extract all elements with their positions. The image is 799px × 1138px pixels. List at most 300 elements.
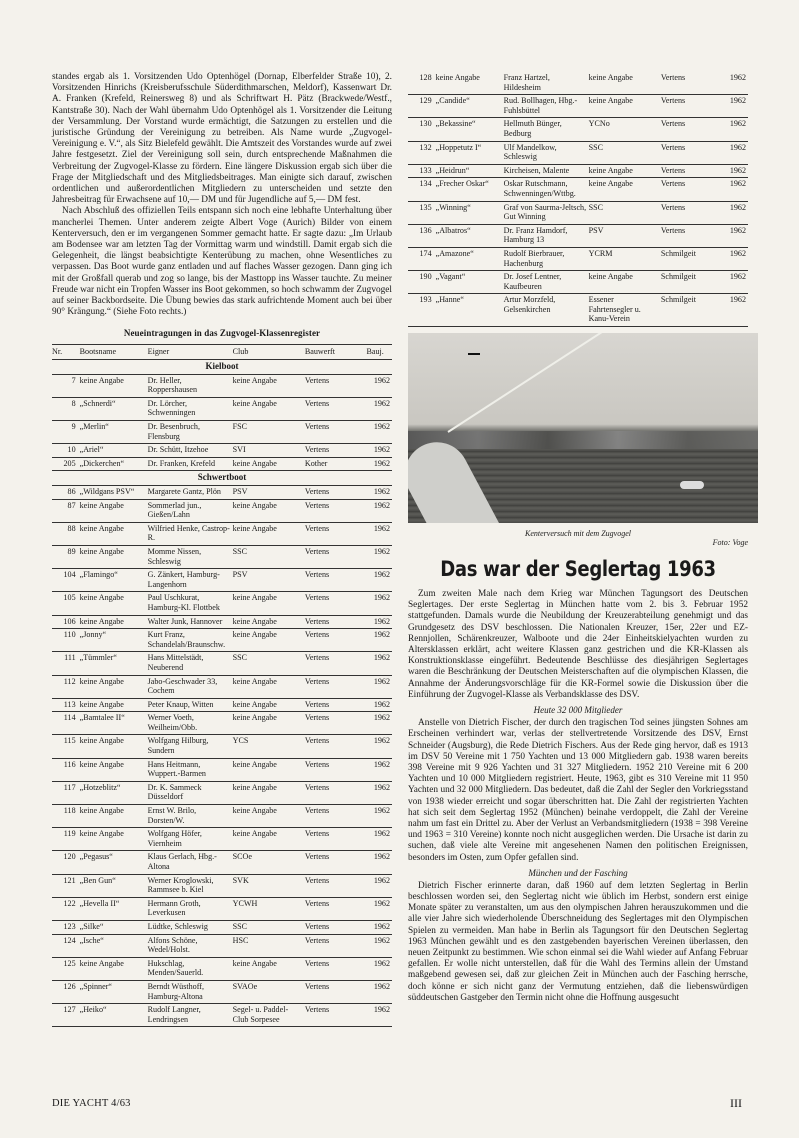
table-row bbox=[52, 374, 392, 397]
cell-baujahr: 1962 bbox=[367, 735, 393, 758]
cell-nr: 130 bbox=[408, 118, 436, 141]
cell-baujahr: 1962 bbox=[367, 652, 393, 675]
cell-bauwerft: Vertens bbox=[305, 652, 367, 675]
cell-eigner: Paul Uschkurat, Hamburg-Kl. Flottbek bbox=[148, 592, 233, 615]
cell-baujahr: 1962 bbox=[367, 1004, 393, 1027]
cell-nr: 124 bbox=[52, 934, 80, 957]
cell-baujahr: 1962 bbox=[367, 758, 393, 781]
article-intro: Zum zweiten Male nach dem Krieg war München Tagungsort des Deutschen Seglertages. Der erste Seglertag in München hatte vom 2. bis 3. Februar 1952 stattgefunden. Damals wurde die Neubildung der Kreuzerabteilung genehmigt und das Grundgesetz des DSV beschlossen. Die Nationalen Kreuzer, 15er, 22er und EZ-Rennjollen, Schärenkreuzer, Walboote und die 24er Einheitskielyachten wurden zu Altersklassen erklärt, acht weitere Klassen ganz gestrichen und die KR-Klassen als Konstruktionsklasse eingeführt. Bedeutende Beschlüsse des diesjährigen Seglertages waren die Beschränkung der Deutschen Meisterschaften auf die olympischen Klassen, die Annahme der Änderungsvorschläge für die KR-Formel sowie die Diskussion über die Einführung der Zugvogel-Klasse als Verbandsklasse des DSV. bbox=[408, 589, 748, 700]
cell-bootsname: keine Angabe bbox=[80, 698, 148, 712]
cell-club: keine Angabe bbox=[233, 698, 305, 712]
cell-bootsname: „Hevella II“ bbox=[80, 897, 148, 920]
cell-eigner: Kircheisen, Malente bbox=[504, 164, 589, 178]
cell-bootsname: „Dickerchen“ bbox=[80, 457, 148, 471]
cell-nr: 117 bbox=[52, 781, 80, 804]
cell-bootsname: keine Angabe bbox=[80, 545, 148, 568]
cell-club: keine Angabe bbox=[589, 178, 661, 201]
table-row bbox=[52, 486, 392, 500]
cell-bootsname: keine Angabe bbox=[80, 592, 148, 615]
table-row bbox=[52, 957, 392, 980]
cell-nr: 190 bbox=[408, 271, 436, 294]
cell-eigner: Graf von Saurma-Jeltsch, Gut Winning bbox=[504, 201, 589, 224]
cell-nr: 134 bbox=[408, 178, 436, 201]
table-row bbox=[52, 397, 392, 420]
cell-bauwerft: Vertens bbox=[305, 920, 367, 934]
table-row bbox=[408, 247, 748, 270]
cell-bootsname: „Hoppetutz I“ bbox=[436, 141, 504, 164]
cell-baujahr: 1962 bbox=[367, 615, 393, 629]
cell-club: keine Angabe bbox=[233, 522, 305, 545]
cell-club: keine Angabe bbox=[589, 164, 661, 178]
cell-club: keine Angabe bbox=[233, 397, 305, 420]
cell-club: keine Angabe bbox=[233, 712, 305, 735]
table-row bbox=[52, 805, 392, 828]
cell-baujahr: 1962 bbox=[367, 934, 393, 957]
cell-club: keine Angabe bbox=[233, 781, 305, 804]
cell-club: SSC bbox=[233, 545, 305, 568]
cell-eigner: Hans Heitmann, Wuppert.-Barmen bbox=[148, 758, 233, 781]
cell-bauwerft: Vertens bbox=[305, 758, 367, 781]
register-table-left bbox=[52, 344, 392, 1027]
category-schwertboot: Schwertboot bbox=[52, 471, 392, 486]
photo-swimmer bbox=[680, 481, 704, 489]
cell-bootsname: keine Angabe bbox=[80, 615, 148, 629]
cell-baujahr: 1962 bbox=[367, 957, 393, 980]
cell-baujahr: 1962 bbox=[723, 95, 749, 118]
photo-credit: Foto: Voge bbox=[712, 538, 748, 548]
cell-bootsname: „Ben Gun“ bbox=[80, 874, 148, 897]
cell-nr: 123 bbox=[52, 920, 80, 934]
cell-baujahr: 1962 bbox=[367, 980, 393, 1003]
cell-nr: 125 bbox=[52, 957, 80, 980]
cell-bauwerft: Vertens bbox=[305, 874, 367, 897]
cell-nr: 120 bbox=[52, 851, 80, 874]
cell-bootsname: „Hotzeblitz“ bbox=[80, 781, 148, 804]
table-row bbox=[52, 874, 392, 897]
cell-eigner: Werner Kroglowski, Rammsee b. Kiel bbox=[148, 874, 233, 897]
cell-club: FSC bbox=[233, 421, 305, 444]
cell-club: SCOe bbox=[233, 851, 305, 874]
cell-baujahr: 1962 bbox=[723, 247, 749, 270]
cell-baujahr: 1962 bbox=[723, 72, 749, 95]
cell-bootsname: keine Angabe bbox=[80, 499, 148, 522]
cell-bootsname: „Heiko“ bbox=[80, 1004, 148, 1027]
cell-bauwerft: Vertens bbox=[661, 141, 723, 164]
photo-flag bbox=[468, 353, 480, 355]
cell-eigner: Dr. Josef Lentner, Kaufbeuren bbox=[504, 271, 589, 294]
cell-club: SSC bbox=[589, 141, 661, 164]
cell-baujahr: 1962 bbox=[367, 457, 393, 471]
table-row bbox=[52, 920, 392, 934]
cell-eigner: Dr. Schütt, Itzehoe bbox=[148, 444, 233, 458]
cell-club: keine Angabe bbox=[233, 758, 305, 781]
cell-baujahr: 1962 bbox=[367, 522, 393, 545]
cell-bootsname: keine Angabe bbox=[80, 828, 148, 851]
cell-eigner: Lüdtke, Schleswig bbox=[148, 920, 233, 934]
table-row bbox=[52, 652, 392, 675]
cell-baujahr: 1962 bbox=[723, 201, 749, 224]
cell-baujahr: 1962 bbox=[723, 178, 749, 201]
cell-eigner: Kurt Franz, Schandelah/Braunschw. bbox=[148, 629, 233, 652]
cell-eigner: Sommerlad jun., Gießen/Lahn bbox=[148, 499, 233, 522]
cell-bootsname: „Spinner“ bbox=[80, 980, 148, 1003]
header-nr: Nr. bbox=[52, 345, 80, 360]
cell-club: keine Angabe bbox=[233, 592, 305, 615]
cell-baujahr: 1962 bbox=[367, 828, 393, 851]
table-row bbox=[52, 758, 392, 781]
table-row bbox=[52, 698, 392, 712]
cell-club: keine Angabe bbox=[233, 828, 305, 851]
cell-eigner: Werner Voeth, Weilheim/Obb. bbox=[148, 712, 233, 735]
cell-bootsname: keine Angabe bbox=[80, 522, 148, 545]
cell-bootsname: keine Angabe bbox=[80, 957, 148, 980]
cell-nr: 113 bbox=[52, 698, 80, 712]
cell-nr: 174 bbox=[408, 247, 436, 270]
table-row bbox=[52, 457, 392, 471]
header-bootsname: Bootsname bbox=[80, 345, 148, 360]
cell-bootsname: keine Angabe bbox=[80, 805, 148, 828]
table-row bbox=[52, 592, 392, 615]
cell-nr: 193 bbox=[408, 294, 436, 327]
table-row bbox=[52, 851, 392, 874]
cell-eigner: Wilfried Henke, Castrop-R. bbox=[148, 522, 233, 545]
cell-bauwerft: Vertens bbox=[305, 569, 367, 592]
cell-eigner: Walter Junk, Hannover bbox=[148, 615, 233, 629]
cell-eigner: Margarete Gantz, Plön bbox=[148, 486, 233, 500]
table-row bbox=[52, 712, 392, 735]
cell-club: SSC bbox=[233, 652, 305, 675]
cell-baujahr: 1962 bbox=[367, 444, 393, 458]
cell-eigner: Peter Knaup, Witten bbox=[148, 698, 233, 712]
cell-bauwerft: Vertens bbox=[305, 828, 367, 851]
subhead-fasching: München und der Fasching bbox=[528, 867, 628, 878]
cell-nr: 89 bbox=[52, 545, 80, 568]
cell-eigner: Berndt Wüsthoff, Hamburg-Altona bbox=[148, 980, 233, 1003]
cell-bootsname: keine Angabe bbox=[80, 735, 148, 758]
table-row bbox=[408, 178, 748, 201]
cell-club: Segel- u. Paddel-Club Sorpesee bbox=[233, 1004, 305, 1027]
cell-bauwerft: Vertens bbox=[305, 629, 367, 652]
cell-bauwerft: Vertens bbox=[305, 897, 367, 920]
cell-club: keine Angabe bbox=[589, 72, 661, 95]
cell-bauwerft: Vertens bbox=[305, 1004, 367, 1027]
cell-club: SSC bbox=[233, 920, 305, 934]
cell-nr: 116 bbox=[52, 758, 80, 781]
cell-baujahr: 1962 bbox=[367, 545, 393, 568]
cell-nr: 129 bbox=[408, 95, 436, 118]
cell-bauwerft: Vertens bbox=[305, 421, 367, 444]
cell-baujahr: 1962 bbox=[367, 920, 393, 934]
cell-baujahr: 1962 bbox=[367, 675, 393, 698]
cell-bootsname: „Winning“ bbox=[436, 201, 504, 224]
cell-bauwerft: Vertens bbox=[305, 735, 367, 758]
header-baujahr: Bauj. bbox=[367, 345, 393, 360]
article-paragraph-2: Anstelle von Dietrich Fischer, der durch den tragischen Tod seines jüngsten Sohnes am Erscheinen verhindert war, verlas der stellvertretende Vorsitzende des DSV, Ernst Schneider (Augsburg), die Rede Dietrich Fischers. Aus der Rede ging hervor, daß es 1913 im DSV 50 Vereine mit 1 750 Yachten und 13 000 Mitgliedern gab. 1938 waren bereits 398 Vereine mit 9 926 Yachten und 31 327 Mitgliedern. 1952 210 Vereine mit 6 200 Yachten und 10 000 Mitgliedern registriert. Heute, 1963, gibt es 310 Vereine mit 11 950 Yachten und 32 000 Mitgliedern. Das bedeutet, daß die Zahl der Segler den Vorkriegsstand von 1938 wieder erreicht und sogar überschritten hat. Die Zahl der registrierten Yachten hat sich seit dem Seglertag 1952 (München) beinahe verdoppelt, die Zahl der Vereine nahm um fast ein Drittel zu. Aber der Verlust an Verbandsmitgliedern (1938 = 398 Vereine und 1963 = 310 Vereine) konnte noch nicht ausgeglichen werden. Die Ursache ist darin zu suchen, daß viele alte Vereine mit angesehenen Namen den politischen Ereignissen, besonders im Osten, zum Opfer gefallen sind. bbox=[408, 718, 748, 863]
cell-baujahr: 1962 bbox=[723, 224, 749, 247]
capsize-photo bbox=[408, 333, 758, 523]
cell-bootsname: „Tümmler“ bbox=[80, 652, 148, 675]
cell-nr: 10 bbox=[52, 444, 80, 458]
cell-bootsname: „Heidrun“ bbox=[436, 164, 504, 178]
cell-bootsname: „Ische“ bbox=[80, 934, 148, 957]
cell-club: PSV bbox=[233, 569, 305, 592]
table-row bbox=[52, 897, 392, 920]
cell-bootsname: „Jonny“ bbox=[80, 629, 148, 652]
table-row bbox=[52, 499, 392, 522]
table-row bbox=[408, 141, 748, 164]
cell-eigner: Franz Hartzel, Hildesheim bbox=[504, 72, 589, 95]
cell-bauwerft: Vertens bbox=[661, 164, 723, 178]
cell-nr: 119 bbox=[52, 828, 80, 851]
cell-club: keine Angabe bbox=[233, 629, 305, 652]
cell-club: SVAOe bbox=[233, 980, 305, 1003]
cell-club: PSV bbox=[233, 486, 305, 500]
table-row bbox=[408, 95, 748, 118]
cell-eigner: Ulf Mandelkow, Schleswig bbox=[504, 141, 589, 164]
cell-club: YCWH bbox=[233, 897, 305, 920]
cell-bauwerft: Vertens bbox=[305, 397, 367, 420]
cell-eigner: Ernst W. Brilo, Dorsten/W. bbox=[148, 805, 233, 828]
table-row bbox=[52, 615, 392, 629]
cell-baujahr: 1962 bbox=[367, 374, 393, 397]
cell-baujahr: 1962 bbox=[367, 781, 393, 804]
cell-club: YCNo bbox=[589, 118, 661, 141]
cell-club: YCRM bbox=[589, 247, 661, 270]
cell-bootsname: „Vagant“ bbox=[436, 271, 504, 294]
cell-nr: 110 bbox=[52, 629, 80, 652]
table-row bbox=[408, 118, 748, 141]
cell-bootsname: „Silke“ bbox=[80, 920, 148, 934]
cell-bauwerft: Vertens bbox=[305, 374, 367, 397]
cell-eigner: Oskar Rutschmann, Schwenningen/Wttbg. bbox=[504, 178, 589, 201]
cell-eigner: Rudolf Langner, Lendringsen bbox=[148, 1004, 233, 1027]
cell-club: keine Angabe bbox=[233, 805, 305, 828]
cell-nr: 122 bbox=[52, 897, 80, 920]
cell-baujahr: 1962 bbox=[723, 141, 749, 164]
cell-bauwerft: Vertens bbox=[661, 118, 723, 141]
cell-club: SVI bbox=[233, 444, 305, 458]
cell-bauwerft: Vertens bbox=[305, 486, 367, 500]
cell-bootsname: „Albatros“ bbox=[436, 224, 504, 247]
cell-club: keine Angabe bbox=[233, 675, 305, 698]
cell-bauwerft: Vertens bbox=[661, 178, 723, 201]
cell-baujahr: 1962 bbox=[723, 271, 749, 294]
cell-baujahr: 1962 bbox=[367, 499, 393, 522]
cell-nr: 132 bbox=[408, 141, 436, 164]
table-header-row bbox=[52, 345, 392, 360]
table-row bbox=[408, 72, 748, 95]
cell-eigner: Rud. Bollhagen, Hbg.-Fuhlsbüttel bbox=[504, 95, 589, 118]
cell-club: keine Angabe bbox=[589, 95, 661, 118]
cell-club: YCS bbox=[233, 735, 305, 758]
cell-club: keine Angabe bbox=[233, 957, 305, 980]
intro-paragraph-2: Nach Abschluß des offiziellen Teils entspann sich noch eine lebhafte Unterhaltung über mancherlei Themen. Unter anderem zeigte Albert Voge (Aurich) Bilder von einem Kenterversuch, den er im vergangenen Sommer gemacht hatte. Er sagte dazu: „Im Urlaub am Bodensee war am letzten Tag der Vormittag warm und windstill. Damit ergab sich die Gelegenheit, die längst beabsichtigte Kenterübung zu machen, ohne Wesentliches zu verpassen. Das Boot wurde ganz entladen und auf flaches Wasser gezogen. Dann ging ich mit der Großfall querab und zog so lange, bis der Masttopp ins Wasser tauchte. Zu meiner Freude war nicht ein Tropfen Wasser ins Boot gekommen, so hoch schwamm der Zugvogel auf seiner Backbordseite. Die Übung bewies das stark aufrichtende Moment auch bei über 90° Krängung.“ (Siehe Foto rechts.) bbox=[52, 206, 392, 318]
cell-bauwerft: Vertens bbox=[305, 499, 367, 522]
cell-baujahr: 1962 bbox=[367, 874, 393, 897]
cell-bootsname: „Wildgans PSV“ bbox=[80, 486, 148, 500]
cell-bootsname: „Flamingo“ bbox=[80, 569, 148, 592]
cell-nr: 118 bbox=[52, 805, 80, 828]
intro-paragraph-1: standes ergab als 1. Vorsitzenden Udo Optenhögel (Dornap, Elberfelder Straße 10), 2. Vorsitzenden Hinrichs (Kreisberufsschule Süderdithmarschen, Meldorf), Kassenwart Dr. A. Franken (Krefeld, Reinersweg 8) und als Schriftwart H. Pätz (Brackwede/Westf., Kantstraße 30). Nach der Wahl übernahm Udo Optenhögel als 1. Vorsitzender die Leitung der Versammlung. Der Vorstand wurde ermächtigt, die Satzungen zu erstellen und die juristische Gründung der Vereinigung zu betreiben. Als Name wurde „Zugvogel-Vereinigung e. V.“, als Sitz Bielefeld gewählt. Die Amtszeit des Vorstandes wurde auf zwei Jahre festgesetzt. Ziel der Vereinigung soll sein, durch entsprechende Maßnahmen die Verbreitung der Zugvogel-Klasse zu fördern. Eine längere Diskussion ergab sich über die Frage der Mitgliedschaft und des Mitgliedsbeitrages. Man einigte sich darauf, zwischen ordentlichen und außerordentlichen Mitgliedern zu unterscheiden und setzte den Jahresbeitrag für Erwachsene auf 10,— DM und für Jugendliche auf 5,— DM fest. bbox=[52, 72, 392, 206]
cell-nr: 128 bbox=[408, 72, 436, 95]
cell-nr: 136 bbox=[408, 224, 436, 247]
cell-bauwerft: Vertens bbox=[305, 675, 367, 698]
table-row bbox=[52, 629, 392, 652]
table-row bbox=[52, 545, 392, 568]
header-bauwerft: Bauwerft bbox=[305, 345, 367, 360]
cell-club: keine Angabe bbox=[233, 374, 305, 397]
cell-bauwerft: Vertens bbox=[305, 851, 367, 874]
cell-eigner: Klaus Gerlach, Hbg.-Altona bbox=[148, 851, 233, 874]
cell-nr: 87 bbox=[52, 499, 80, 522]
cell-nr: 7 bbox=[52, 374, 80, 397]
table-row bbox=[52, 934, 392, 957]
cell-nr: 135 bbox=[408, 201, 436, 224]
right-column bbox=[408, 72, 748, 1004]
cell-baujahr: 1962 bbox=[367, 486, 393, 500]
cell-nr: 111 bbox=[52, 652, 80, 675]
cell-eigner: Momme Nissen, Schleswig bbox=[148, 545, 233, 568]
cell-nr: 104 bbox=[52, 569, 80, 592]
cell-club: SVK bbox=[233, 874, 305, 897]
cell-club: keine Angabe bbox=[233, 457, 305, 471]
cell-eigner: G. Zänkert, Hamburg-Langenhorn bbox=[148, 569, 233, 592]
cell-nr: 205 bbox=[52, 457, 80, 471]
cell-eigner: Dr. Lörcher, Schwenningen bbox=[148, 397, 233, 420]
table-row bbox=[52, 735, 392, 758]
category-kielboot: Kielboot bbox=[52, 360, 392, 375]
cell-eigner: Dr. Heller, Roppershausen bbox=[148, 374, 233, 397]
cell-eigner: Alfons Schöne, Wedel/Holst. bbox=[148, 934, 233, 957]
table-row bbox=[408, 224, 748, 247]
cell-club: SSC bbox=[589, 201, 661, 224]
header-club: Club bbox=[233, 345, 305, 360]
cell-eigner: Hukschlag, Menden/Sauerld. bbox=[148, 957, 233, 980]
header-eigner: Eigner bbox=[148, 345, 233, 360]
footer-magazine: DIE YACHT 4/63 bbox=[52, 1098, 131, 1109]
cell-baujahr: 1962 bbox=[723, 294, 749, 327]
cell-club: keine Angabe bbox=[233, 615, 305, 629]
table-row bbox=[52, 444, 392, 458]
cell-baujahr: 1962 bbox=[367, 897, 393, 920]
table-row bbox=[408, 164, 748, 178]
cell-baujahr: 1962 bbox=[367, 805, 393, 828]
cell-baujahr: 1962 bbox=[367, 397, 393, 420]
photo-caption: Kenterversuch mit dem Zugvogel bbox=[525, 529, 631, 539]
cell-baujahr: 1962 bbox=[723, 118, 749, 141]
cell-baujahr: 1962 bbox=[367, 421, 393, 444]
register-title: Neueintragungen in das Zugvogel-Klassenregister bbox=[123, 328, 321, 339]
cell-club: HSC bbox=[233, 934, 305, 957]
subhead-members: Heute 32 000 Mitglieder bbox=[533, 705, 623, 716]
cell-bauwerft: Schmilgeit bbox=[661, 271, 723, 294]
cell-bootsname: keine Angabe bbox=[436, 72, 504, 95]
cell-eigner: Wolfgang Hilburg, Sundern bbox=[148, 735, 233, 758]
cell-baujahr: 1962 bbox=[367, 851, 393, 874]
cell-baujahr: 1962 bbox=[367, 569, 393, 592]
cell-club: Essener Fahrtensegler u. Kanu-Verein bbox=[589, 294, 661, 327]
cell-bauwerft: Vertens bbox=[305, 522, 367, 545]
cell-eigner: Dr. Besenbruch, Flensburg bbox=[148, 421, 233, 444]
cell-bootsname: „Hanne“ bbox=[436, 294, 504, 327]
cell-bauwerft: Vertens bbox=[305, 781, 367, 804]
cell-baujahr: 1962 bbox=[367, 698, 393, 712]
article-paragraph-3: Dietrich Fischer erinnerte daran, daß 1960 auf dem letzten Seglertag in Berlin beschlossen worden sei, den Seglertag nicht wie üblich im Herbst, sondern erst einige Monate später zu veranstalten, um aus den olympischen Jahren herauszukommen und die alle vier Jahre sich wiederholende Überschneidung des Seglertages mit den Olympischen Spielen zu vermeiden. Man habe in Berlin als Tagungsort für den Deutschen Seglertag 1963 München gewählt und es den zastgebenden bayerischen Vereinen überlassen, den neuen Zeitpunkt zu bestimmen. Wie schon einmal sei die Wahl wieder auf Anfang Februar gefallen. Er wolle nicht unterstellen, daß für die Wahl des Termins allein der Umstand maßgebend gewesen sei, daß zur gleichen Zeit in München auch der Fasching herrsche, doch könne er sich nicht ganz der Vermutung entziehen, daß die liebenswürdigen süddeutschen Gastgeber den Termin nicht ohne die Hoffnung ausgesucht bbox=[408, 880, 748, 1003]
cell-bauwerft: Vertens bbox=[305, 805, 367, 828]
table-row bbox=[408, 201, 748, 224]
cell-bootsname: keine Angabe bbox=[80, 758, 148, 781]
cell-club: keine Angabe bbox=[589, 271, 661, 294]
cell-bootsname: „Frecher Oskar“ bbox=[436, 178, 504, 201]
cell-bauwerft: Vertens bbox=[305, 545, 367, 568]
cell-bauwerft: Schmilgeit bbox=[661, 247, 723, 270]
cell-eigner: Dr. K. Sammeck Düsseldorf bbox=[148, 781, 233, 804]
table-row bbox=[52, 781, 392, 804]
cell-nr: 133 bbox=[408, 164, 436, 178]
register-table-right bbox=[408, 72, 748, 327]
cell-bauwerft: Vertens bbox=[305, 444, 367, 458]
article-headline: Das war der Seglertag 1963 bbox=[440, 557, 716, 582]
table-row bbox=[408, 294, 748, 327]
cell-bootsname: „Merlin“ bbox=[80, 421, 148, 444]
cell-nr: 112 bbox=[52, 675, 80, 698]
cell-bauwerft: Vertens bbox=[305, 980, 367, 1003]
cell-bauwerft: Vertens bbox=[661, 72, 723, 95]
cell-baujahr: 1962 bbox=[367, 592, 393, 615]
cell-club: PSV bbox=[589, 224, 661, 247]
left-column bbox=[52, 72, 392, 1027]
photo-treeline bbox=[408, 431, 758, 449]
cell-bauwerft: Vertens bbox=[661, 201, 723, 224]
footer-page-number: III bbox=[730, 1096, 742, 1110]
cell-bauwerft: Vertens bbox=[305, 615, 367, 629]
cell-bauwerft: Vertens bbox=[305, 712, 367, 735]
cell-eigner: Dr. Franken, Krefeld bbox=[148, 457, 233, 471]
table-row bbox=[52, 980, 392, 1003]
cell-bauwerft: Vertens bbox=[305, 698, 367, 712]
table-row bbox=[52, 569, 392, 592]
cell-bauwerft: Vertens bbox=[305, 934, 367, 957]
cell-bootsname: „Pegasus“ bbox=[80, 851, 148, 874]
cell-bootsname: „Amazone“ bbox=[436, 247, 504, 270]
cell-nr: 127 bbox=[52, 1004, 80, 1027]
cell-baujahr: 1962 bbox=[367, 712, 393, 735]
cell-nr: 114 bbox=[52, 712, 80, 735]
cell-bootsname: „Ariel“ bbox=[80, 444, 148, 458]
cell-nr: 9 bbox=[52, 421, 80, 444]
cell-eigner: Hellmuth Bünger, Bedburg bbox=[504, 118, 589, 141]
cell-bootsname: „Bamtalee II“ bbox=[80, 712, 148, 735]
cell-eigner: Hermann Groth, Leverkusen bbox=[148, 897, 233, 920]
cell-nr: 106 bbox=[52, 615, 80, 629]
table-row bbox=[52, 421, 392, 444]
cell-nr: 126 bbox=[52, 980, 80, 1003]
cell-nr: 8 bbox=[52, 397, 80, 420]
cell-eigner: Dr. Franz Hamdorf, Hamburg 13 bbox=[504, 224, 589, 247]
cell-bootsname: „Bekassine“ bbox=[436, 118, 504, 141]
cell-bootsname: „Candide“ bbox=[436, 95, 504, 118]
cell-bootsname: keine Angabe bbox=[80, 374, 148, 397]
cell-nr: 86 bbox=[52, 486, 80, 500]
cell-bauwerft: Schmilgeit bbox=[661, 294, 723, 327]
table-row bbox=[52, 828, 392, 851]
cell-baujahr: 1962 bbox=[367, 629, 393, 652]
cell-bauwerft: Vertens bbox=[661, 224, 723, 247]
cell-bauwerft: Vertens bbox=[661, 95, 723, 118]
cell-bootsname: keine Angabe bbox=[80, 675, 148, 698]
cell-eigner: Artur Morzfeld, Gelsenkirchen bbox=[504, 294, 589, 327]
cell-eigner: Jabo-Geschwader 33, Cochem bbox=[148, 675, 233, 698]
